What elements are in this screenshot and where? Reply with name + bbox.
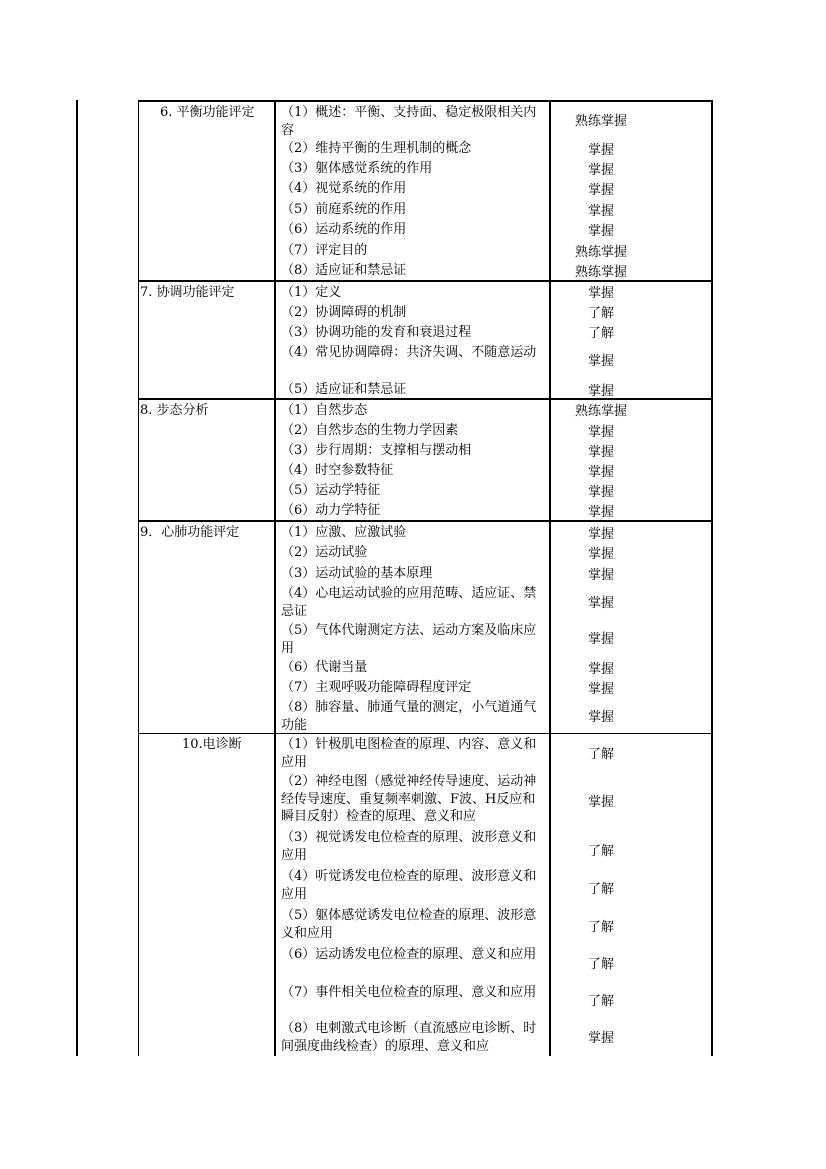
level-badge: 掌握 <box>587 662 614 677</box>
list-item: （1）概述：平衡、支持面、稳定极限相关内容 <box>281 105 537 138</box>
level-badge: 掌握 <box>587 224 614 239</box>
level-badge: 了解 <box>587 882 614 897</box>
level-badge: 掌握 <box>587 485 614 500</box>
level-badge: 掌握 <box>587 568 614 583</box>
section-title: 7. 协调功能评定 <box>140 285 235 300</box>
list-item: （5）适应证和禁忌证 <box>281 382 407 397</box>
list-item: （2）维持平衡的生理机制的概念 <box>281 141 472 156</box>
level-badge: 了解 <box>587 326 614 341</box>
list-item: （4）常见协调障碍：共济失调、不随意运动 <box>281 345 537 360</box>
section-title: 8. 步态分析 <box>140 403 209 418</box>
level-badge: 了解 <box>587 957 614 972</box>
list-item: （3）躯体感觉系统的作用 <box>281 161 433 176</box>
list-item: （1）应激、应激试验 <box>281 525 407 540</box>
section-title: 6. 平衡功能评定 <box>160 105 255 120</box>
list-item: （5）运动学特征 <box>281 483 381 498</box>
level-badge: 掌握 <box>587 384 614 399</box>
level-badge: 熟练掌握 <box>574 245 627 260</box>
list-item: （1）定义 <box>281 285 342 300</box>
list-item: （6）动力学特征 <box>281 503 381 518</box>
level-badge: 掌握 <box>587 795 614 810</box>
list-item: （7）事件相关电位检查的原理、意义和应用 <box>281 985 537 1000</box>
list-item: （4）心电运动试验的应用范畴、适应证、禁忌证 <box>281 586 537 619</box>
level-badge: 掌握 <box>587 183 614 198</box>
list-item: （5）前庭系统的作用 <box>281 202 407 217</box>
list-item: （3）步行周期：支撑相与摆动相 <box>281 443 472 458</box>
syllabus-table <box>76 100 713 1056</box>
level-badge: 了解 <box>587 747 614 762</box>
level-badge: 掌握 <box>587 710 614 725</box>
list-item: （6）运动诱发电位检查的原理、意义和应用 <box>281 947 537 962</box>
list-item: （8）肺容量、肺通气量的测定，小气道通气功能 <box>281 700 537 733</box>
level-badge: 熟练掌握 <box>574 265 627 280</box>
section-gait <box>138 398 713 522</box>
level-badge: 熟练掌握 <box>574 404 627 419</box>
list-item: （5）躯体感觉诱发电位检查的原理、波形意义和应用 <box>281 908 537 941</box>
list-item: （7）主观呼吸功能障碍程度评定 <box>281 680 472 695</box>
list-item: （2）自然步态的生物力学因素 <box>281 423 459 438</box>
level-badge: 掌握 <box>587 596 614 611</box>
level-badge: 掌握 <box>587 527 614 542</box>
level-badge: 掌握 <box>587 1031 614 1046</box>
level-badge: 掌握 <box>587 465 614 480</box>
level-badge: 掌握 <box>587 163 614 178</box>
section-balance <box>138 100 713 282</box>
section-coordination <box>138 280 713 400</box>
level-badge: 掌握 <box>587 505 614 520</box>
list-item: （8）电刺激式电诊断（直流感应电诊断、时间强度曲线检查）的原理、意义和应 <box>281 1021 537 1054</box>
list-item: （8）适应证和禁忌证 <box>281 263 407 278</box>
list-item: （6）代谢当量 <box>281 660 368 675</box>
list-item: （4）视觉系统的作用 <box>281 181 407 196</box>
level-badge: 熟练掌握 <box>574 114 627 129</box>
level-badge: 了解 <box>587 306 614 321</box>
list-item: （7）评定目的 <box>281 243 368 258</box>
level-badge: 掌握 <box>587 425 614 440</box>
list-item: （2）协调障碍的机制 <box>281 305 407 320</box>
level-badge: 了解 <box>587 994 614 1009</box>
level-badge: 掌握 <box>587 547 614 562</box>
level-badge: 了解 <box>587 844 614 859</box>
level-badge: 掌握 <box>587 682 614 697</box>
list-item: （2）神经电图（感觉神经传导速度、运动神经传导速度、重复频率刺激、F波、H反应和瞬目反射）检查的原理、意义和应 <box>281 774 537 824</box>
list-item: （2）运动试验 <box>281 545 368 560</box>
level-badge: 了解 <box>587 920 614 935</box>
level-badge: 掌握 <box>587 286 614 301</box>
list-item: （6）运动系统的作用 <box>281 222 407 237</box>
list-item: （3）协调功能的发育和衰退过程 <box>281 325 472 340</box>
list-item: （3）运动试验的基本原理 <box>281 566 433 581</box>
list-item: （3）视觉诱发电位检查的原理、波形意义和应用 <box>281 830 537 863</box>
level-badge: 掌握 <box>587 632 614 647</box>
list-item: （1）针极肌电图检查的原理、内容、意义和应用 <box>281 737 537 770</box>
list-item: （4）听觉诱发电位检查的原理、波形意义和应用 <box>281 869 537 902</box>
section-cardiopulmonary <box>138 520 713 734</box>
level-badge: 掌握 <box>587 143 614 158</box>
list-item: （5）气体代谢测定方法、运动方案及临床应用 <box>281 623 537 656</box>
list-item: （4）时空参数特征 <box>281 463 394 478</box>
section-title: 10.电诊断 <box>182 737 242 752</box>
level-badge: 掌握 <box>587 354 614 369</box>
section-title: 9．心肺功能评定 <box>140 525 240 540</box>
list-item: （1）自然步态 <box>281 403 368 418</box>
section-electrodiagnosis <box>138 733 713 1057</box>
level-badge: 掌握 <box>587 445 614 460</box>
table-left-border <box>76 100 78 1056</box>
level-badge: 掌握 <box>587 204 614 219</box>
